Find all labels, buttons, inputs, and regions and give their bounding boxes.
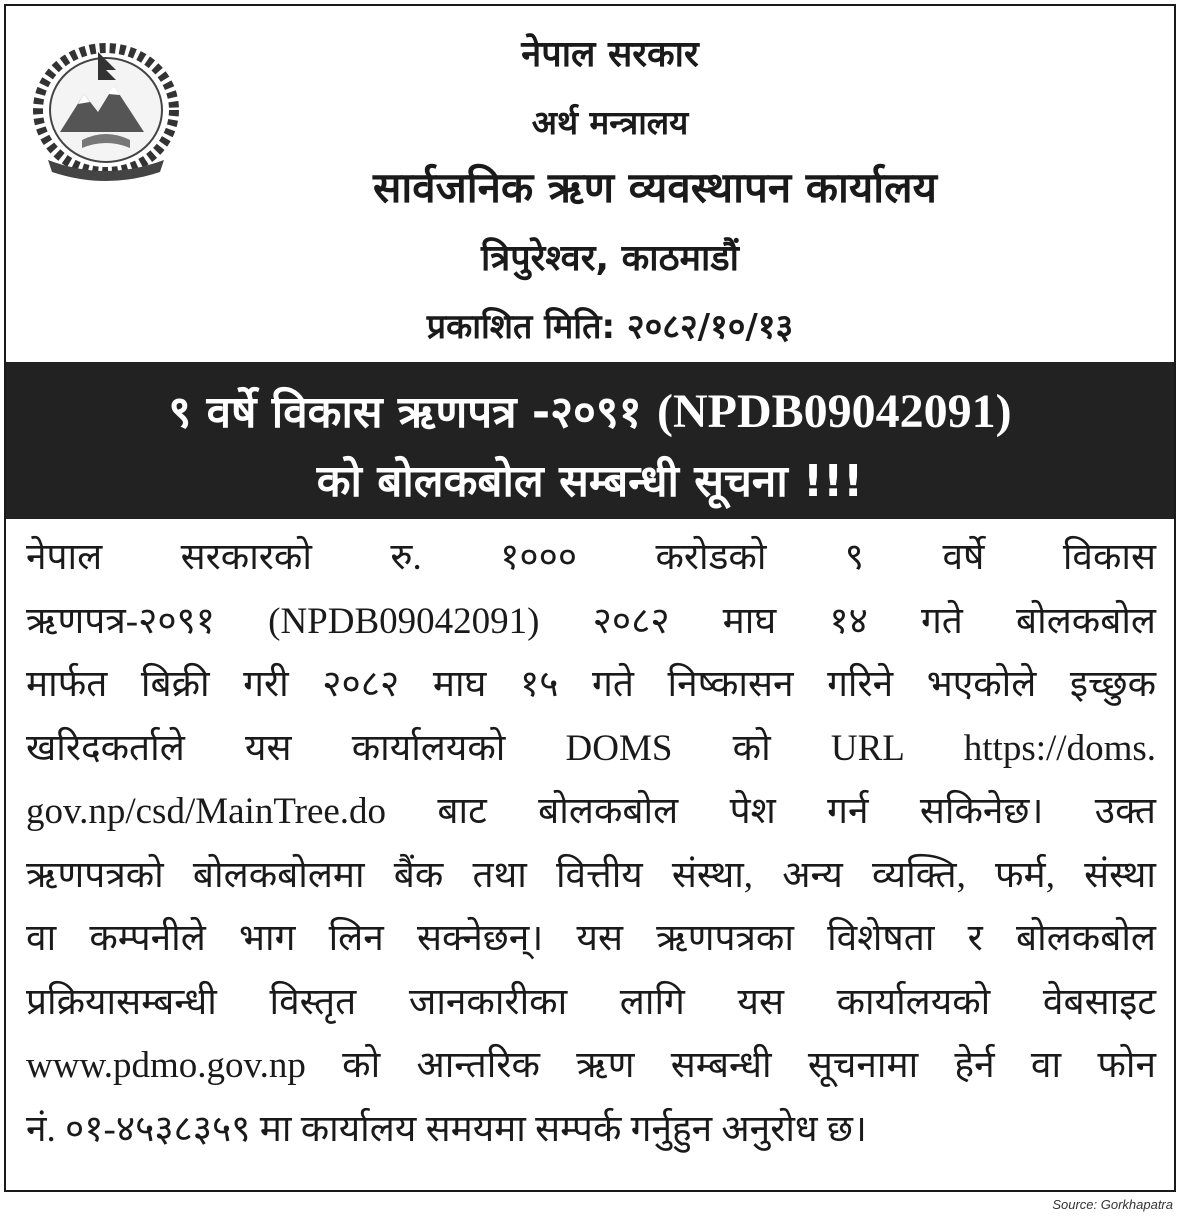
body-line: प्रक्रियासम्बन्धी विस्तृत जानकारीका लागि यस कार्यालयको वेबसाइट: [26, 981, 1156, 1023]
government-title: नेपाल सरकार: [521, 34, 699, 75]
office-title: सार्वजनिक ऋण व्यवस्थापन कार्यालय: [373, 163, 937, 212]
notice-title-banner: [6, 362, 1174, 519]
publication-date: प्रकाशित मिति: २०८२/१०/१३: [426, 307, 794, 347]
body-line: ऋणपत्रको बोलकबोलमा बैंक तथा वित्तीय संस्था, अन्य व्यक्ति, फर्म, संस्था: [26, 854, 1156, 896]
body-line: नेपाल सरकारको रु. १००० करोडको ९ वर्षे विकास: [26, 537, 1156, 578]
body-line: gov.np/csd/MainTree.do बाट बोलकबोल पेश गर्न सकिनेछ। उक्त: [26, 791, 1156, 832]
notice-frame: [4, 4, 1176, 1192]
notice-body: [26, 526, 1156, 1161]
notice-header: [6, 6, 1174, 364]
banner-bond-code: (NPDB09042091): [656, 385, 1012, 438]
body-line: ऋणपत्र-२०९१ (NPDB09042091) २०८२ माघ १४ गते बोलकबोल: [26, 600, 1156, 642]
banner-line-1: [6, 380, 1174, 440]
ministry-title: अर्थ मन्त्रालय: [531, 103, 689, 142]
body-line: खरिदकर्ताले यस कार्यालयको DOMS को URL https://doms.: [26, 727, 1156, 769]
body-line: www.pdmo.gov.np को आन्तरिक ऋण सम्बन्धी सूचनामा हेर्न वा फोन: [26, 1045, 1156, 1086]
body-line: नं. ०१-४५३८३५९ मा कार्यालय समयमा सम्पर्क गर्नुहुन अनुरोध छ।: [26, 1108, 867, 1150]
body-line: मार्फत बिक्री गरी २०८२ माघ १५ गते निष्कासन गरिने भएकोले इच्छुक: [26, 664, 1156, 705]
banner-line-2: को बोलकबोल सम्बन्धी सूचना !!!: [316, 456, 864, 507]
banner-bond-name: ९ वर्षे विकास ऋणपत्र -२०९१: [168, 387, 657, 438]
body-line: वा कम्पनीले भाग लिन सक्नेछन्। यस ऋणपत्रका विशेषता र बोलकबोल: [26, 918, 1156, 959]
source-credit: Source: Gorkhapatra: [1052, 1197, 1173, 1212]
office-address: त्रिपुरेश्वर, काठमाडौं: [481, 238, 739, 279]
